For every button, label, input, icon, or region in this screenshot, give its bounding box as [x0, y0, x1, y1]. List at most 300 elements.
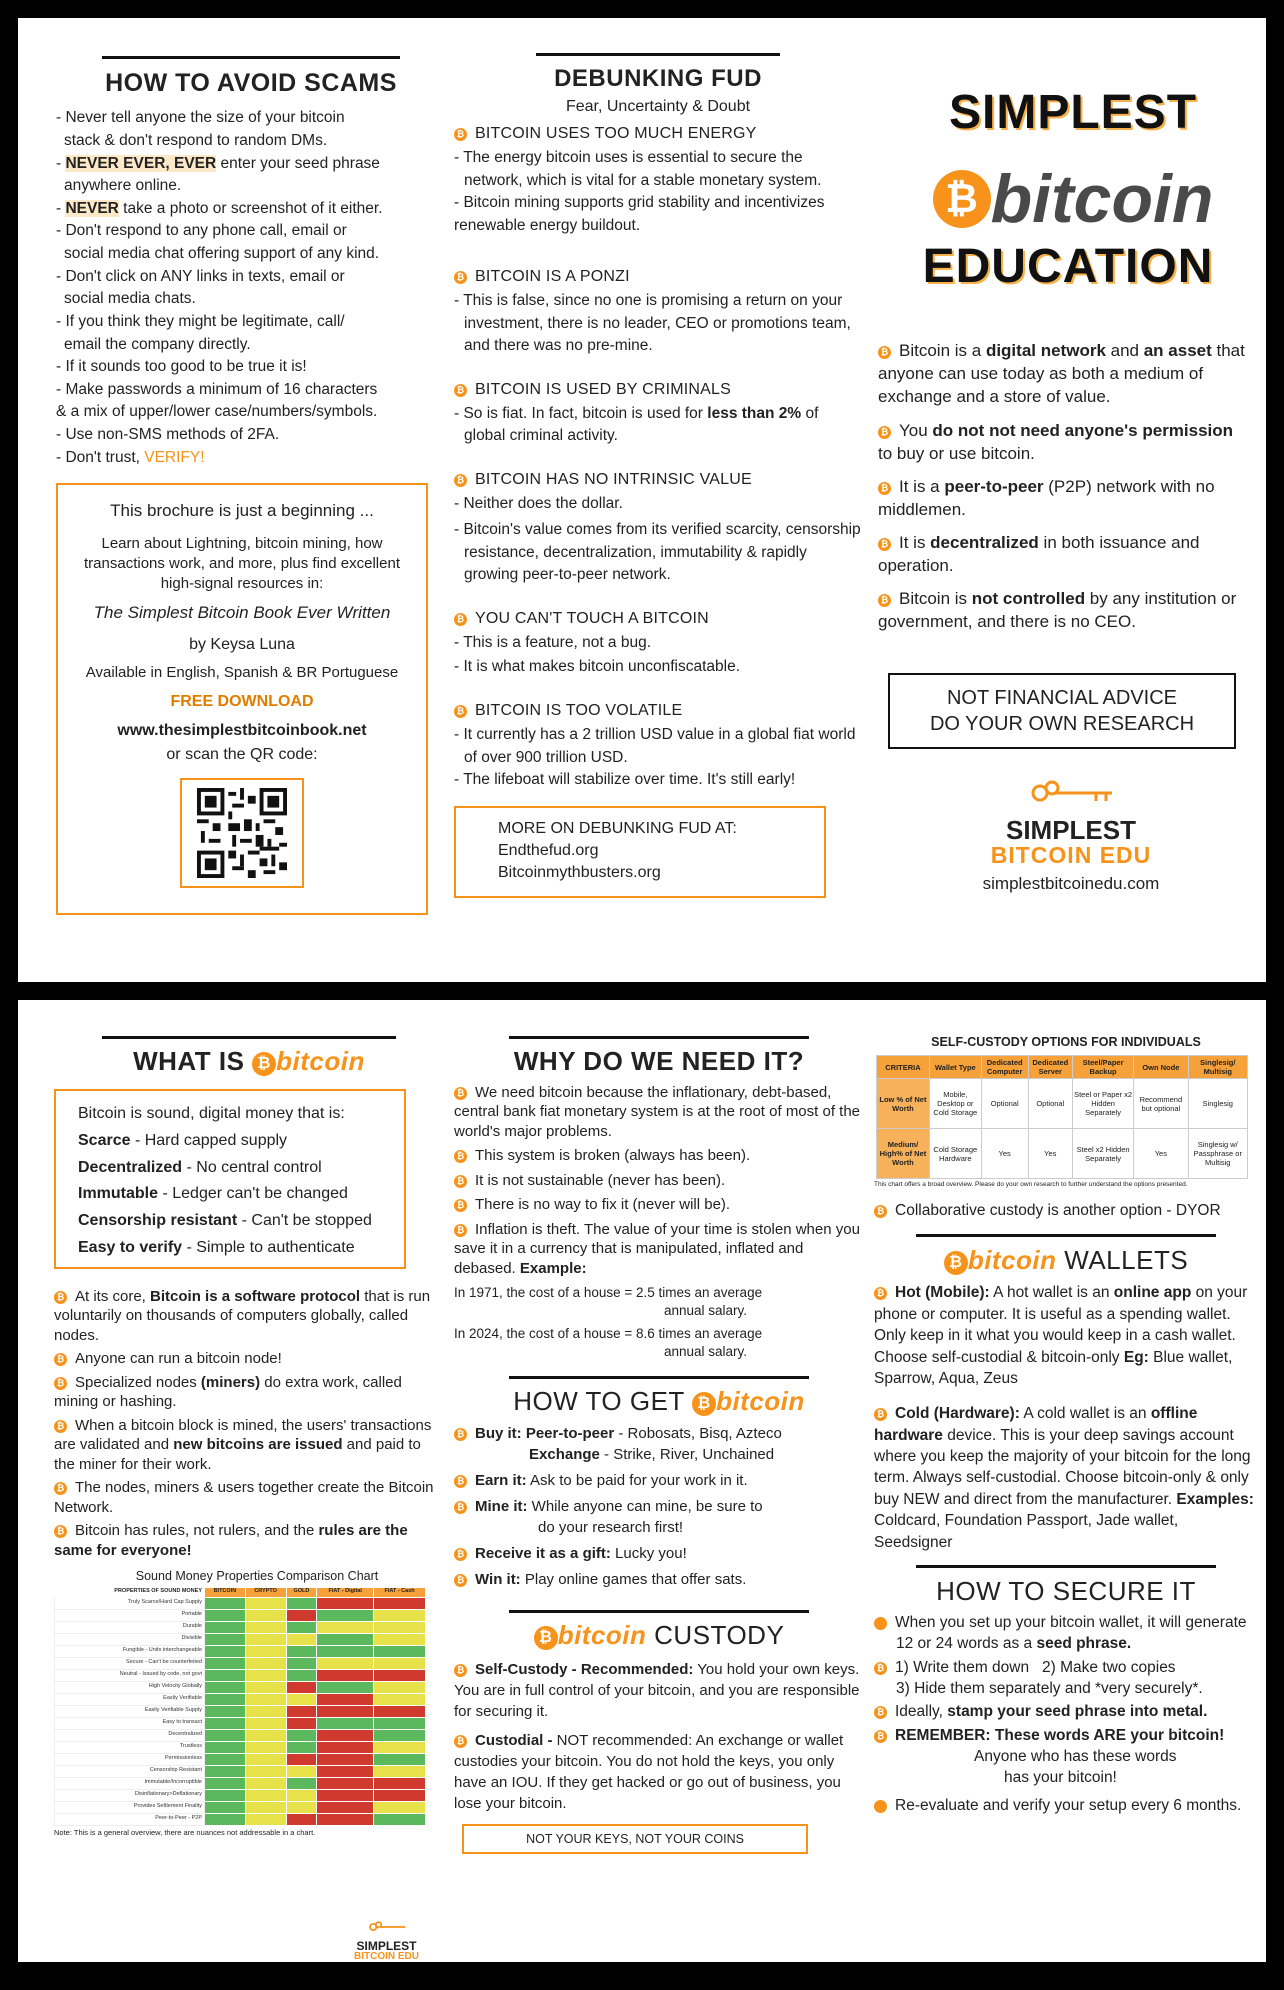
- fud-section: [454, 122, 862, 237]
- chart-cell: [374, 1729, 426, 1741]
- chart-cell: [374, 1765, 426, 1777]
- cover-bitcoin-logo: [898, 150, 1248, 237]
- chart-cell: [205, 1813, 246, 1825]
- nfa-line: NOT FINANCIAL ADVICE: [946, 687, 1178, 710]
- chart-cell: [245, 1765, 286, 1777]
- properties-box: [54, 1089, 406, 1269]
- chart-row-label: Truly Scarce/Hard Cap Supply: [55, 1597, 205, 1609]
- fud-section: [454, 607, 862, 679]
- cover-column: [878, 18, 1248, 897]
- scam-line: - Make passwords a minimum of 16 characters: [56, 380, 378, 398]
- small-logo-simplest: SIMPLEST: [356, 1938, 417, 1953]
- bitcoin-dot-icon: ₿: [454, 1735, 467, 1748]
- chart-row: [55, 1597, 426, 1609]
- bitcoin-coin-icon: ₿: [252, 1052, 276, 1076]
- chart-cell: [317, 1753, 374, 1765]
- property-row: Scarce - Hard capped supply: [78, 1131, 288, 1149]
- book-url-link[interactable]: www.thesimplestbitcoinbook.net: [117, 722, 367, 740]
- bitcoin-coin-icon: ₿: [692, 1392, 716, 1416]
- cover-points: ₿ Bitcoin is a digital network and an asset that anyone can use today as both a medium of exchange and a store of value. ₿ You do not not need anyone's permission to buy or use bitcoin. ₿ It is a peer-to-peer (P2P) network with no middlemen. ₿ It is decentralized in both issuance and operation. ₿ Bitcoin is not controlled by any institution or government, and there is no CEO.: [878, 341, 1245, 632]
- self-custody-table: [876, 1055, 1248, 1179]
- qr-code-icon: [196, 788, 288, 878]
- chart-row: [55, 1633, 426, 1645]
- chart-cell: [317, 1597, 374, 1609]
- chart-row-label: Immutable/Incorruptible: [55, 1777, 205, 1789]
- chart-cell: [374, 1621, 426, 1633]
- bitcoin-dot-icon: ₿: [454, 1501, 467, 1514]
- chart-cell: [374, 1681, 426, 1693]
- more-fud-title: MORE ON DEBUNKING FUD AT:: [498, 819, 737, 837]
- table-header: Own Node: [1134, 1056, 1188, 1079]
- chart-row-label: Easy to transact: [55, 1717, 205, 1729]
- fud-text: - This is false, since no one is promising a return on your investment, there is no leader, CEO or promotions team, and there was no pre-mine.: [454, 292, 851, 355]
- chart-cell: [317, 1609, 374, 1621]
- logo-bitcoin-edu: BITCOIN EDU: [990, 841, 1152, 868]
- chart-cell: [286, 1717, 317, 1729]
- bottom-panel: [18, 1000, 1266, 1962]
- chart-cell: [374, 1633, 426, 1645]
- nfa-box: [888, 673, 1236, 749]
- mythbusters-link[interactable]: Bitcoinmythbusters.org: [498, 864, 661, 882]
- chart-cell: [286, 1705, 317, 1717]
- table-row: Medium/ High% of Net Worth Cold Storage Hardware Yes Yes Steel x2 Hidden Separately Yes Singlesig w/ Passphrase or Multisig: [877, 1129, 1248, 1179]
- chart-cell: [205, 1621, 246, 1633]
- chart-cell: [205, 1681, 246, 1693]
- chart-cell: [205, 1693, 246, 1705]
- key-icon: [1026, 779, 1116, 807]
- scam-line: - If you think they might be legitimate, call/: [56, 312, 345, 330]
- chart-cell: [374, 1813, 426, 1825]
- bitcoin-dot-icon: ₿: [454, 1087, 467, 1100]
- house-example: In 1971, the cost of a house = 2.5 times an average annual salary. In 2024, the cost of a house = 8.6 times an average annual salary.: [454, 1285, 763, 1359]
- chart-cell: [374, 1657, 426, 1669]
- sound-money-chart: [54, 1587, 426, 1826]
- chart-row: [55, 1753, 426, 1765]
- scam-line: stack & don't respond to random DMs.: [64, 131, 328, 149]
- chart-cell: [205, 1669, 246, 1681]
- fud-section: [454, 699, 862, 792]
- small-logo: [354, 1920, 419, 1962]
- bitcoin-dot-icon: ₿: [874, 1800, 887, 1813]
- chart-cell: [374, 1789, 426, 1801]
- chart-header-fiat-cash: FIAT - Cash: [374, 1587, 426, 1597]
- chart-cell: [317, 1813, 374, 1825]
- never-ever-highlight: NEVER EVER, EVER: [65, 154, 217, 172]
- self-custody-title: SELF-CUSTODY OPTIONS FOR INDIVIDUALS: [931, 1035, 1201, 1049]
- fud-text: - Neither does the dollar.: [454, 494, 623, 512]
- chart-cell: [374, 1801, 426, 1813]
- chart-cell: [374, 1777, 426, 1789]
- fud-section: [454, 265, 862, 358]
- need-column: [454, 1000, 864, 1854]
- chart-cell: [374, 1717, 426, 1729]
- brochure-title: This brochure is just a beginning ...: [110, 501, 374, 521]
- wallets-title: ₿ bitcoin WALLETS: [916, 1234, 1216, 1279]
- bitcoin-dot-icon: ₿: [878, 426, 891, 439]
- chart-row: [55, 1729, 426, 1741]
- chart-cell: [205, 1645, 246, 1657]
- chart-cell: [286, 1669, 317, 1681]
- fud-text: - It currently has a 2 trillion USD value in a global fiat world of over 900 trillion USD.: [454, 726, 856, 766]
- chart-cell: [205, 1633, 246, 1645]
- bitcoin-dot-icon: ₿: [878, 538, 891, 551]
- chart-cell: [374, 1609, 426, 1621]
- table-header: Wallet Type: [929, 1056, 981, 1079]
- bitcoin-dot-icon: ₿: [454, 474, 467, 487]
- bitcoin-dot-icon: ₿: [874, 1730, 887, 1743]
- chart-cell: [286, 1753, 317, 1765]
- chart-cell: [245, 1669, 286, 1681]
- chart-cell: [286, 1633, 317, 1645]
- chart-cell: [245, 1801, 286, 1813]
- scam-line: - Don't trust, VERIFY!: [56, 448, 205, 466]
- fud-section: [454, 378, 862, 448]
- scam-line: - If it sounds too good to be true it is!: [56, 358, 307, 376]
- chart-row-label: Durable: [55, 1621, 205, 1633]
- bitcoin-dot-icon: ₿: [454, 1199, 467, 1212]
- bitcoin-dot-icon: ₿: [454, 271, 467, 284]
- chart-row-label: Trustless: [55, 1741, 205, 1753]
- logo-simplest: SIMPLEST: [1005, 814, 1136, 845]
- cover-logo: [894, 779, 1248, 896]
- bitcoin-dot-icon: ₿: [454, 384, 467, 397]
- chart-row: [55, 1717, 426, 1729]
- chart-row: [55, 1789, 426, 1801]
- chart-cell: [245, 1705, 286, 1717]
- chart-cell: [245, 1789, 286, 1801]
- chart-cell: [317, 1693, 374, 1705]
- bitcoin-dot-icon: ₿: [454, 1224, 467, 1237]
- chart-cell: [245, 1777, 286, 1789]
- need-title: WHY DO WE NEED IT?: [509, 1036, 809, 1079]
- chart-cell: [245, 1693, 286, 1705]
- chart-row: [55, 1681, 426, 1693]
- bitcoin-coin-icon: ₿: [534, 1626, 558, 1650]
- fud-heading: BITCOIN IS TOO VOLATILE: [475, 701, 683, 719]
- chart-row-label: Peer-to-Peer - P2P: [55, 1813, 205, 1825]
- what-title: WHAT IS ₿ bitcoin: [102, 1036, 396, 1079]
- key-icon: [367, 1920, 407, 1934]
- chart-cell: [245, 1681, 286, 1693]
- qr-code[interactable]: [180, 778, 304, 888]
- bitcoin-dot-icon: ₿: [874, 1205, 887, 1218]
- brochure-desc: Learn about Lightning, bitcoin mining, how transactions work, and more, plus find excellent high-signal resources in:: [84, 534, 400, 593]
- need-points: ₿ We need bitcoin because the inflationary, debt-based, central bank fiat monetary system is at the root of most of the world's major problems. ₿ This system is broken (always has been). ₿ It is not sustainable (never has been). ₿ There is no way to fix it (never will be). ₿ Inflation is theft. The value of your time is stolen when you save it in a currency that is manipulated, inflated and debased. Example: In 1971, the cost of a house = 2.5 times an average annual salary. In 2024, the cost of a house = 8.6 times an average annual salary.: [454, 1083, 864, 1361]
- bitcoin-dot-icon: ₿: [454, 1175, 467, 1188]
- bitcoin-dot-icon: ₿: [454, 128, 467, 141]
- chart-cell: [286, 1597, 317, 1609]
- chart-row: [55, 1777, 426, 1789]
- bitcoin-dot-icon: ₿: [874, 1617, 887, 1630]
- table-header: Dedicated Computer: [981, 1056, 1028, 1079]
- bitcoin-dot-icon: ₿: [874, 1287, 887, 1300]
- chart-row-label: Disinflationary>Deflationary: [55, 1789, 205, 1801]
- chart-cell: [374, 1753, 426, 1765]
- property-row: Censorship resistant - Can't be stopped: [78, 1212, 372, 1230]
- fud-heading: BITCOIN HAS NO INTRINSIC VALUE: [475, 470, 752, 488]
- fud-text: - The energy bitcoin uses is essential to secure the network, which is vital for a stable monetary system.: [454, 149, 822, 189]
- what-column: [54, 1000, 444, 1962]
- table-header: Steel/Paper Backup: [1072, 1056, 1133, 1079]
- property-row: Easy to verify - Simple to authenticate: [78, 1239, 355, 1257]
- chart-cell: [286, 1681, 317, 1693]
- fud-column: [454, 18, 862, 898]
- chart-note: Note: This is a general overview, there are nuances not addressable in a chart.: [54, 1827, 316, 1837]
- scam-line: - Use non-SMS methods of 2FA.: [56, 426, 280, 443]
- chart-cell: [205, 1705, 246, 1717]
- chart-cell: [245, 1609, 286, 1621]
- bitcoin-coin-icon: ₿: [944, 1251, 968, 1275]
- chart-row: [55, 1645, 426, 1657]
- chart-row: [55, 1609, 426, 1621]
- chart-cell: [286, 1765, 317, 1777]
- chart-header-crypto: CRYPTO: [245, 1587, 286, 1597]
- bitcoin-dot-icon: ₿: [874, 1706, 887, 1719]
- chart-cell: [286, 1657, 317, 1669]
- chart-row-label: Fungible - Units interchangeable: [55, 1645, 205, 1657]
- chart-cell: [286, 1729, 317, 1741]
- fud-heading: BITCOIN IS USED BY CRIMINALS: [475, 380, 732, 398]
- chart-cell: [317, 1765, 374, 1777]
- chart-cell: [317, 1633, 374, 1645]
- book-author: by Keysa Luna: [189, 636, 295, 654]
- bitcoin-dot-icon: ₿: [874, 1662, 887, 1675]
- chart-cell: [317, 1801, 374, 1813]
- chart-cell: [245, 1741, 286, 1753]
- collab-custody: Collaborative custody is another option - DYOR: [895, 1202, 1221, 1220]
- chart-cell: [286, 1789, 317, 1801]
- chart-row-label: Censorship Resistant: [55, 1765, 205, 1777]
- dyor-line: DO YOUR OWN RESEARCH: [929, 713, 1195, 736]
- chart-cell: [245, 1597, 286, 1609]
- chart-cell: [317, 1717, 374, 1729]
- scam-line: social media chats.: [64, 290, 196, 308]
- chart-cell: [245, 1813, 286, 1825]
- endthefud-link[interactable]: Endthefud.org: [498, 841, 599, 859]
- chart-cell: [286, 1813, 317, 1825]
- properties-intro: Bitcoin is sound, digital money that is:: [78, 1104, 345, 1122]
- chart-cell: [286, 1693, 317, 1705]
- chart-row-label: High Velocity Globally: [55, 1681, 205, 1693]
- fud-text: - So is fiat. In fact, bitcoin is used for less than 2% of global criminal activity.: [454, 404, 819, 445]
- scam-line: & a mix of upper/lower case/numbers/symbols.: [56, 403, 378, 421]
- fud-section: [454, 468, 862, 587]
- chart-cell: [374, 1705, 426, 1717]
- chart-row-label: Provides Settlement Finality: [55, 1801, 205, 1813]
- get-list: ₿ Buy it: Peer-to-peer - Robosats, Bisq, Azteco Exchange - Strike, River, Unchained ₿ Earn it: Ask to be paid for your work in it. ₿ Mine it: While anyone can mine, be sure to do your research first! ₿ Receive it as a gift: Lucky you! ₿ Win it: Play online games that offer sats.: [454, 1423, 864, 1590]
- chart-cell: [205, 1657, 246, 1669]
- cover-site-link[interactable]: simplestbitcoinedu.com: [982, 874, 1160, 894]
- fud-heading: BITCOIN IS A PONZI: [475, 268, 630, 286]
- qr-caption: or scan the QR code:: [166, 745, 318, 763]
- secure-list: ₿ When you set up your bitcoin wallet, it will generate 12 or 24 words as a seed phrase. ₿ 1) Write them down 2) Make two copies 3) Hide them separately and *very securely*. ₿ Ideally, stamp your seed phrase into metal. ₿ REMEMBER: These words ARE your bitcoin! Anyone who has these words has your bitcoin! ₿ Re-evaluate and verify your setup every 6 months.: [865, 1613, 1247, 1814]
- not-your-keys-banner: NOT YOUR KEYS, NOT YOUR COINS: [462, 1824, 808, 1854]
- chart-cell: [205, 1717, 246, 1729]
- chart-cell: [286, 1777, 317, 1789]
- fud-text: - This is a feature, not a bug.: [454, 634, 652, 652]
- secure-title: HOW TO SECURE IT: [916, 1565, 1216, 1610]
- chart-row: [55, 1765, 426, 1777]
- chart-header-fiat-digital: FIAT - Digital: [317, 1587, 374, 1597]
- chart-cell: [317, 1645, 374, 1657]
- chart-row: [55, 1813, 426, 1825]
- chart-cell: [205, 1777, 246, 1789]
- fud-heading: BITCOIN USES TOO MUCH ENERGY: [475, 124, 757, 142]
- table-header: Dedicated Server: [1028, 1056, 1072, 1079]
- bitcoin-dot-icon: ₿: [454, 1150, 467, 1163]
- small-logo-edu: BITCOIN EDU: [354, 1950, 419, 1962]
- chart-cell: [245, 1717, 286, 1729]
- bitcoin-dot-icon: ₿: [54, 1420, 67, 1433]
- bitcoin-dot-icon: ₿: [878, 594, 891, 607]
- brochure-box: [56, 483, 428, 915]
- fud-text: - Bitcoin's value comes from its verified scarcity, censorship resistance, decentralization, immutability & rapidly growing peer-to-peer network.: [454, 521, 861, 584]
- never-highlight: NEVER: [65, 199, 119, 217]
- book-languages: Available in English, Spanish & BR Portuguese: [85, 664, 399, 682]
- chart-cell: [205, 1765, 246, 1777]
- chart-cell: [317, 1741, 374, 1753]
- chart-cell: [374, 1645, 426, 1657]
- bitcoin-dot-icon: ₿: [878, 482, 891, 495]
- table-header: CRITERIA: [877, 1056, 930, 1079]
- chart-cell: [286, 1801, 317, 1813]
- bitcoin-dot-icon: ₿: [54, 1291, 67, 1304]
- chart-cell: [245, 1657, 286, 1669]
- bitcoin-dot-icon: ₿: [454, 613, 467, 626]
- chart-cell: [205, 1753, 246, 1765]
- chart-header-properties: PROPERTIES OF SOUND MONEY: [55, 1587, 205, 1597]
- scam-line: - NEVER take a photo or screenshot of it either.: [56, 199, 383, 217]
- chart-cell: [205, 1729, 246, 1741]
- chart-row: [55, 1741, 426, 1753]
- chart-row-label: Easily Verifiable: [55, 1693, 205, 1705]
- scam-line: - Don't click on ANY links in texts, email or: [56, 267, 345, 285]
- bitcoin-dot-icon: ₿: [54, 1525, 67, 1538]
- scams-list: [56, 107, 446, 469]
- top-panel: [18, 18, 1266, 982]
- custody-title: ₿ bitcoin CUSTODY: [509, 1610, 809, 1653]
- chart-row: [55, 1801, 426, 1813]
- chart-row-label: Decentralized: [55, 1729, 205, 1741]
- chart-row-label: Divisible: [55, 1633, 205, 1645]
- book-title: The Simplest Bitcoin Book Ever Written: [93, 602, 391, 622]
- chart-cell: [245, 1645, 286, 1657]
- chart-cell: [286, 1741, 317, 1753]
- chart-cell: [317, 1729, 374, 1741]
- chart-cell: [317, 1657, 374, 1669]
- chart-cell: [374, 1741, 426, 1753]
- scams-column: [56, 18, 446, 915]
- bitcoin-dot-icon: ₿: [878, 346, 891, 359]
- bitcoin-dot-icon: ₿: [54, 1377, 67, 1390]
- chart-cell: [205, 1789, 246, 1801]
- chart-cell: [205, 1801, 246, 1813]
- chart-row: [55, 1621, 426, 1633]
- chart-row: [55, 1705, 426, 1717]
- cover-title-education: EDUCATION: [922, 239, 1214, 293]
- bitcoin-dot-icon: ₿: [54, 1353, 67, 1366]
- chart-cell: [317, 1621, 374, 1633]
- chart-cell: [205, 1609, 246, 1621]
- more-fud-box: [454, 806, 826, 898]
- bitcoin-dot-icon: ₿: [454, 1664, 467, 1677]
- fud-text: - Bitcoin mining supports grid stability and incentivizes renewable energy buildout.: [454, 194, 825, 234]
- bitcoin-coin-icon: ₿: [933, 170, 991, 228]
- fud-text: - The lifeboat will stabilize over time. It's still early!: [454, 771, 796, 789]
- fud-heading: YOU CAN'T TOUCH A BITCOIN: [475, 609, 709, 627]
- scam-line: - Never tell anyone the size of your bitcoin: [56, 109, 345, 127]
- chart-row: [55, 1669, 426, 1681]
- chart-row-label: Secure - Can't be counterfeited: [55, 1657, 205, 1669]
- chart-cell: [286, 1621, 317, 1633]
- free-download-link[interactable]: FREE DOWNLOAD: [170, 693, 314, 711]
- verify-text: VERIFY!: [144, 448, 205, 466]
- scam-line: - NEVER EVER, EVER enter your seed phrase: [56, 154, 380, 172]
- chart-cell: [374, 1693, 426, 1705]
- chart-cell: [245, 1621, 286, 1633]
- chart-cell: [245, 1753, 286, 1765]
- bitcoin-dot-icon: ₿: [454, 1548, 467, 1561]
- chart-cell: [317, 1777, 374, 1789]
- chart-cell: [317, 1789, 374, 1801]
- chart-cell: [374, 1597, 426, 1609]
- bitcoin-dot-icon: ₿: [454, 1475, 467, 1488]
- chart-cell: [245, 1633, 286, 1645]
- cover-title-simplest: SIMPLEST: [948, 86, 1198, 139]
- chart-cell: [317, 1705, 374, 1717]
- scam-line: - Don't respond to any phone call, email or: [56, 222, 347, 240]
- chart-cell: [205, 1597, 246, 1609]
- chart-header-gold: GOLD: [286, 1587, 317, 1597]
- scam-line: email the company directly.: [64, 335, 251, 353]
- table-header: Singlesig/ Multisig: [1188, 1056, 1247, 1079]
- chart-row-label: Portable: [55, 1609, 205, 1621]
- chart-header-bitcoin: BITCOIN: [205, 1587, 246, 1597]
- wallets-list: ₿ Hot (Mobile): A hot wallet is an online app on your phone or computer. It is useful as a spending wallet. Only keep in it what you would keep in a cash wallet. Choose self-custodial & bitcoin-only Eg: Blue wallet, Sparrow, Aqua, Zeus ₿ Cold (Hardware): A cold wallet is an offline hardware device. This is your deep savings account where you keep the majority of your bitcoin for the long term. Always self-custodial. Choose bitcoin-only & only buy NEW and direct from the manufacturer. Examples: Coldcard, Foundation Passport, Jade wallet, Seedsigner: [874, 1284, 1254, 1551]
- table-row: Low % of Net Worth Mobile, Desktop or Cold Storage Optional Optional Steel or Paper x2 Hidden Separately Recommend but optional Singlesig: [877, 1079, 1248, 1129]
- bitcoin-dot-icon: ₿: [454, 1574, 467, 1587]
- bitcoin-dot-icon: ₿: [54, 1482, 67, 1495]
- what-points: ₿ At its core, Bitcoin is a software protocol that is run voluntarily on thousands of computers globally, called nodes. ₿ Anyone can run a bitcoin node! ₿ Specialized nodes (miners) do extra work, called mining or hashing. ₿ When a bitcoin block is mined, the users' transactions are validated and new bitcoins are issued and paid to the miner for their work. ₿ The nodes, miners & users together create the Bitcoin Network. ₿ Bitcoin has rules, not rulers, and the rules are the same for everyone!: [54, 1287, 434, 1559]
- scam-line: anywhere online.: [64, 177, 182, 195]
- chart-cell: [286, 1645, 317, 1657]
- chart-cell: [374, 1669, 426, 1681]
- chart-row-label: Neutral - Issued by code, not govt: [55, 1669, 205, 1681]
- bitcoin-dot-icon: ₿: [454, 1428, 467, 1441]
- chart-row-label: Easily Verifiable Supply: [55, 1705, 205, 1717]
- fud-title: DEBUNKING FUD: [536, 53, 780, 97]
- chart-title: Sound Money Properties Comparison Chart: [135, 1569, 379, 1584]
- scam-line: social media chat offering support of any kind.: [64, 245, 380, 262]
- chart-cell: [286, 1609, 317, 1621]
- chart-row: [55, 1693, 426, 1705]
- property-row: Decentralized - No central control: [78, 1158, 322, 1176]
- chart-cell: [205, 1741, 246, 1753]
- wallets-column: [865, 1000, 1258, 1816]
- chart-cell: [245, 1729, 286, 1741]
- fud-text: - It is what makes bitcoin unconfiscatable.: [454, 658, 741, 676]
- cover-title-bitcoin: bitcoin: [990, 160, 1214, 237]
- bitcoin-dot-icon: ₿: [454, 705, 467, 718]
- fud-subtitle: Fear, Uncertainty & Doubt: [565, 97, 751, 115]
- table-note: This chart offers a broad overview. Please do your own research to further understand the options presented.: [874, 1181, 1188, 1189]
- chart-row-label: Permissionless: [55, 1753, 205, 1765]
- chart-cell: [317, 1681, 374, 1693]
- chart-cell: [317, 1669, 374, 1681]
- chart-row: [55, 1657, 426, 1669]
- get-title: HOW TO GET ₿ bitcoin: [509, 1376, 809, 1419]
- property-row: Immutable - Ledger can't be changed: [78, 1185, 348, 1203]
